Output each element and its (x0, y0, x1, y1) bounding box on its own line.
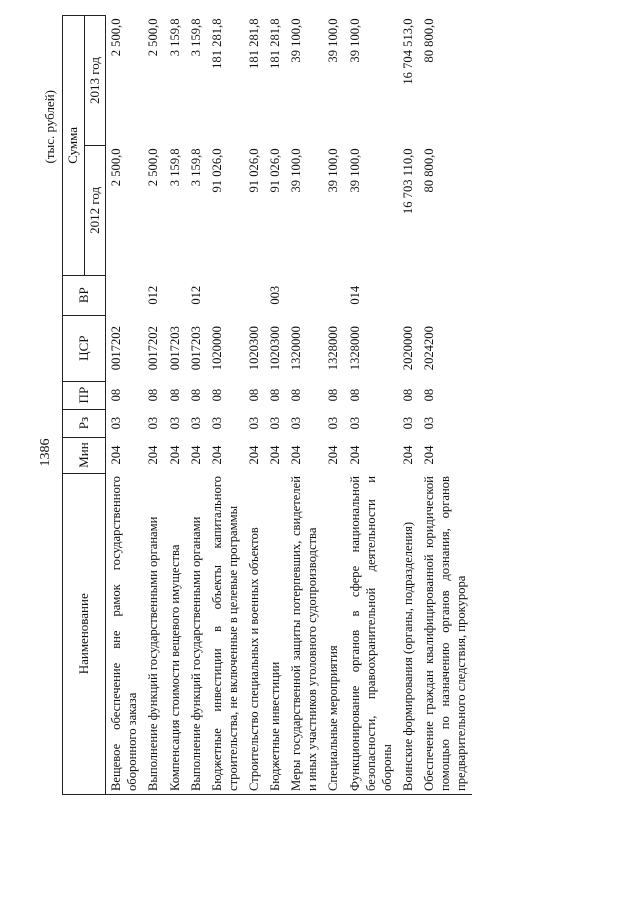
row-min: 204 (247, 445, 262, 465)
row-vr (419, 275, 472, 315)
row-rz: 03 (209, 416, 224, 430)
row-vr (323, 275, 344, 315)
row-min: 204 (209, 445, 224, 465)
row-amount-2013: 181 281,8 (209, 18, 224, 69)
row-amount-2012: 3 159,8 (188, 148, 203, 187)
table-row (165, 16, 186, 795)
row-amount-2013: 80 800,0 (422, 18, 436, 63)
table-body (106, 16, 473, 795)
row-amount-2012: 3 159,8 (167, 148, 182, 187)
row-csr: 2024200 (422, 326, 436, 371)
row-amount-2013: 39 100,0 (326, 18, 341, 63)
row-csr: 1328000 (347, 326, 362, 371)
row-rz: 03 (268, 416, 283, 430)
header-sum: Сумма (63, 16, 85, 276)
table-row (265, 16, 286, 795)
row-min: 204 (188, 445, 203, 465)
row-vr: 003 (268, 285, 283, 305)
row-name: Компенсация стоимости вещевого имущества (165, 473, 186, 794)
page-number: 1386 (38, 438, 53, 467)
header-name: Наименование (63, 473, 106, 794)
row-amount-2012: 91 026,0 (268, 148, 283, 193)
row-pr: 08 (109, 388, 124, 402)
row-rz: 03 (247, 416, 262, 430)
table-row (398, 16, 419, 795)
table-row (186, 16, 207, 795)
row-vr: 014 (347, 285, 362, 305)
row-pr: 08 (422, 388, 436, 402)
row-min: 204 (268, 445, 283, 465)
row-vr (106, 275, 144, 315)
row-csr: 1328000 (326, 326, 341, 371)
row-amount-2012: 91 026,0 (247, 148, 262, 193)
row-csr: 0017203 (167, 326, 182, 371)
row-amount-2013: 3 159,8 (188, 18, 203, 57)
row-name: Бюджетные инвестиции в объекты капитального строительства, не включенные в целевые программы (207, 473, 244, 794)
budget-table (62, 15, 472, 795)
row-csr: 1020300 (247, 326, 262, 371)
row-min: 204 (167, 445, 182, 465)
header-vr: ВР (63, 275, 106, 315)
table-row (207, 16, 244, 795)
header-csr: ЦСР (63, 315, 106, 381)
row-rz: 03 (289, 416, 304, 430)
row-name: Меры государственной защиты потерпевших, свидетелей и иных участников уголовного судопроизводства (286, 473, 323, 794)
header-year-2013: 2013 год (84, 16, 106, 146)
units-label: (тыс. рублей) (42, 90, 57, 164)
row-name: Вещевое обеспечение вне рамок государственного оборонного заказа (106, 473, 144, 794)
row-amount-2013: 181 281,8 (247, 18, 262, 69)
row-amount-2012: 91 026,0 (209, 148, 224, 193)
row-pr: 08 (268, 388, 283, 402)
row-amount-2012: 80 800,0 (422, 148, 436, 193)
row-rz: 03 (400, 416, 415, 430)
row-rz: 03 (109, 416, 124, 430)
header-min: Мин (63, 437, 106, 473)
row-name: Обеспечение граждан квалифицированной юридической помощью по назначению органов дознания, органов предварительного следствия, прокурора (419, 473, 472, 794)
row-pr: 08 (289, 388, 304, 402)
table-row (323, 16, 344, 795)
row-min: 204 (347, 445, 362, 465)
header-rz: Рз (63, 409, 106, 437)
table-row (286, 16, 323, 795)
row-vr (398, 275, 419, 315)
row-vr (165, 275, 186, 315)
row-pr: 08 (146, 388, 161, 402)
row-pr: 08 (188, 388, 203, 402)
row-name: Специальные мероприятия (323, 473, 344, 794)
row-name: Строительство специальных и военных объектов (244, 473, 265, 794)
row-vr: 012 (146, 285, 161, 305)
row-pr: 08 (326, 388, 341, 402)
table-row (345, 16, 398, 795)
row-pr: 08 (167, 388, 182, 402)
header-year-2012: 2012 год (84, 145, 106, 275)
row-amount-2013: 39 100,0 (347, 18, 362, 63)
row-amount-2013: 16 704 513,0 (400, 18, 415, 85)
row-min: 204 (326, 445, 341, 465)
row-csr: 0017202 (109, 326, 124, 371)
row-amount-2012: 2 500,0 (109, 148, 124, 187)
row-vr (286, 275, 323, 315)
row-rz: 03 (167, 416, 182, 430)
table-row (244, 16, 265, 795)
row-amount-2012: 16 703 110,0 (400, 148, 415, 215)
row-rz: 03 (347, 416, 362, 430)
row-amount-2012: 39 100,0 (289, 148, 304, 193)
row-name: Функционирование органов в сфере национальной безопасности, правоохранительной деятельности и обороны (345, 473, 398, 794)
row-min: 204 (400, 445, 415, 465)
row-rz: 03 (422, 416, 436, 430)
row-csr: 0017203 (188, 326, 203, 371)
row-rz: 03 (326, 416, 341, 430)
table-row (419, 16, 472, 795)
header-row (63, 16, 85, 795)
row-name: Выполнение функций государственными органами (143, 473, 164, 794)
row-name: Воинские формирования (органы, подразделения) (398, 473, 419, 794)
row-pr: 08 (247, 388, 262, 402)
row-name: Бюджетные инвестиции (265, 473, 286, 794)
row-vr (244, 275, 265, 315)
table-row (143, 16, 164, 795)
row-min: 204 (109, 445, 124, 465)
row-amount-2012: 39 100,0 (347, 148, 362, 193)
row-min: 204 (146, 445, 161, 465)
header-pr: ПР (63, 381, 106, 409)
row-amount-2012: 39 100,0 (326, 148, 341, 193)
row-pr: 08 (400, 388, 415, 402)
table-row (106, 16, 144, 795)
row-amount-2013: 181 281,8 (268, 18, 283, 69)
row-amount-2012: 2 500,0 (146, 148, 161, 187)
row-amount-2013: 39 100,0 (289, 18, 304, 63)
row-amount-2013: 2 500,0 (146, 18, 161, 57)
row-min: 204 (422, 445, 436, 465)
row-vr (207, 275, 244, 315)
row-min: 204 (289, 445, 304, 465)
row-csr: 1020300 (268, 326, 283, 371)
row-csr: 1320000 (289, 326, 304, 371)
row-rz: 03 (146, 416, 161, 430)
row-csr: 2020000 (400, 326, 415, 371)
row-csr: 1020000 (209, 326, 224, 371)
row-vr: 012 (188, 285, 203, 305)
row-name: Выполнение функций государственными органами (186, 473, 207, 794)
row-rz: 03 (188, 416, 203, 430)
row-amount-2013: 3 159,8 (167, 18, 182, 57)
row-pr: 08 (209, 388, 224, 402)
row-pr: 08 (347, 388, 362, 402)
row-csr: 0017202 (146, 326, 161, 371)
row-amount-2013: 2 500,0 (109, 18, 124, 57)
